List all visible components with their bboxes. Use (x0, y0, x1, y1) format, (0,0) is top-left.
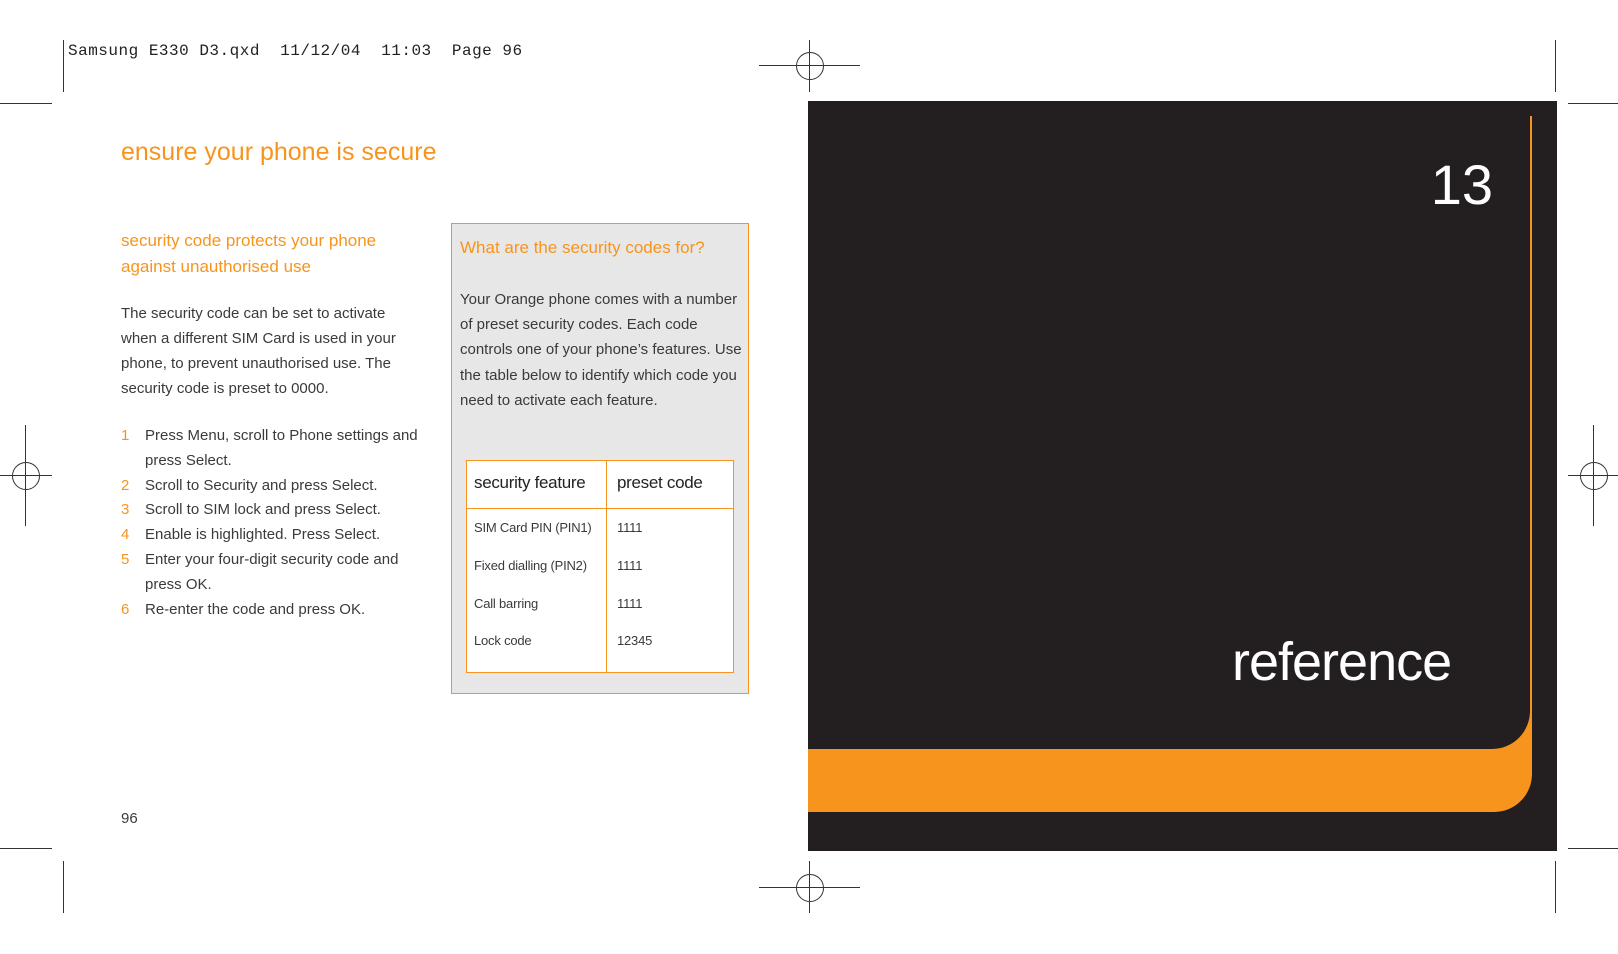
print-slug: Samsung E330 D3.qxd 11/12/04 11:03 Page 96 (68, 42, 523, 60)
crop-mark (1555, 861, 1556, 913)
info-box-title: What are the security codes for? (460, 238, 705, 257)
step-text: Enter your four-digit security code and press OK. (145, 550, 399, 593)
step-number: 3 (121, 501, 130, 519)
crop-mark (63, 861, 64, 913)
page-title: ensure your phone is secure (121, 138, 437, 166)
step-text: Press Menu, scroll to Phone settings and press Select. (145, 427, 418, 469)
table-header-feature: security feature (474, 473, 586, 492)
list-item (121, 474, 421, 499)
crop-mark (1568, 103, 1618, 104)
section-subheading: security code protects your phone against unauthorised use (121, 231, 377, 276)
list-item (121, 598, 421, 623)
table-header-code: preset code (617, 473, 703, 492)
crop-mark (63, 40, 64, 92)
step-number: 1 (121, 427, 130, 444)
security-codes-info-box (451, 223, 749, 694)
table-cell-feature: Lock code (474, 633, 532, 648)
table-cell-feature: Fixed dialling (PIN2) (474, 558, 587, 573)
crop-mark (0, 103, 52, 104)
step-number: 2 (121, 476, 130, 494)
table-cell-code: 1111 (617, 558, 643, 573)
crop-mark (1568, 848, 1618, 849)
step-text: Scroll to Security and press Select. (145, 476, 378, 494)
body-paragraph: The security code can be set to activate when a different SIM Card is used in your phone, to prevent unauthorised use. The security code is preset to 0000. (121, 305, 396, 397)
table-cell-feature: SIM Card PIN (PIN1) (474, 520, 592, 535)
info-box-text: Your Orange phone comes with a number of preset security codes. Each code controls one of your phone’s features. Use the table below to identify which code you need to activate each feature. (460, 291, 742, 409)
step-number: 6 (121, 600, 130, 618)
page-number: 96 (121, 810, 138, 827)
step-number: 4 (121, 526, 130, 544)
crop-mark (1555, 40, 1556, 92)
step-text: Scroll to SIM lock and press Select. (145, 501, 381, 519)
step-number: 5 (121, 550, 130, 568)
chapter-number: 13 (1430, 153, 1493, 216)
list-item (121, 523, 421, 548)
table-cell-feature: Call barring (474, 596, 539, 611)
table-cell-code: 1111 (617, 520, 643, 535)
step-text: Re-enter the code and press OK. (145, 600, 366, 618)
instruction-steps (121, 424, 421, 622)
step-text: Enable is highlighted. Press Select. (145, 526, 381, 544)
table-cell-code: 12345 (617, 633, 653, 648)
list-item (121, 498, 421, 523)
list-item (121, 548, 421, 598)
table-cell-code: 1111 (617, 596, 643, 611)
security-codes-table (466, 460, 734, 673)
chapter-title: reference (1232, 632, 1452, 692)
crop-mark (0, 848, 52, 849)
list-item (121, 424, 421, 474)
